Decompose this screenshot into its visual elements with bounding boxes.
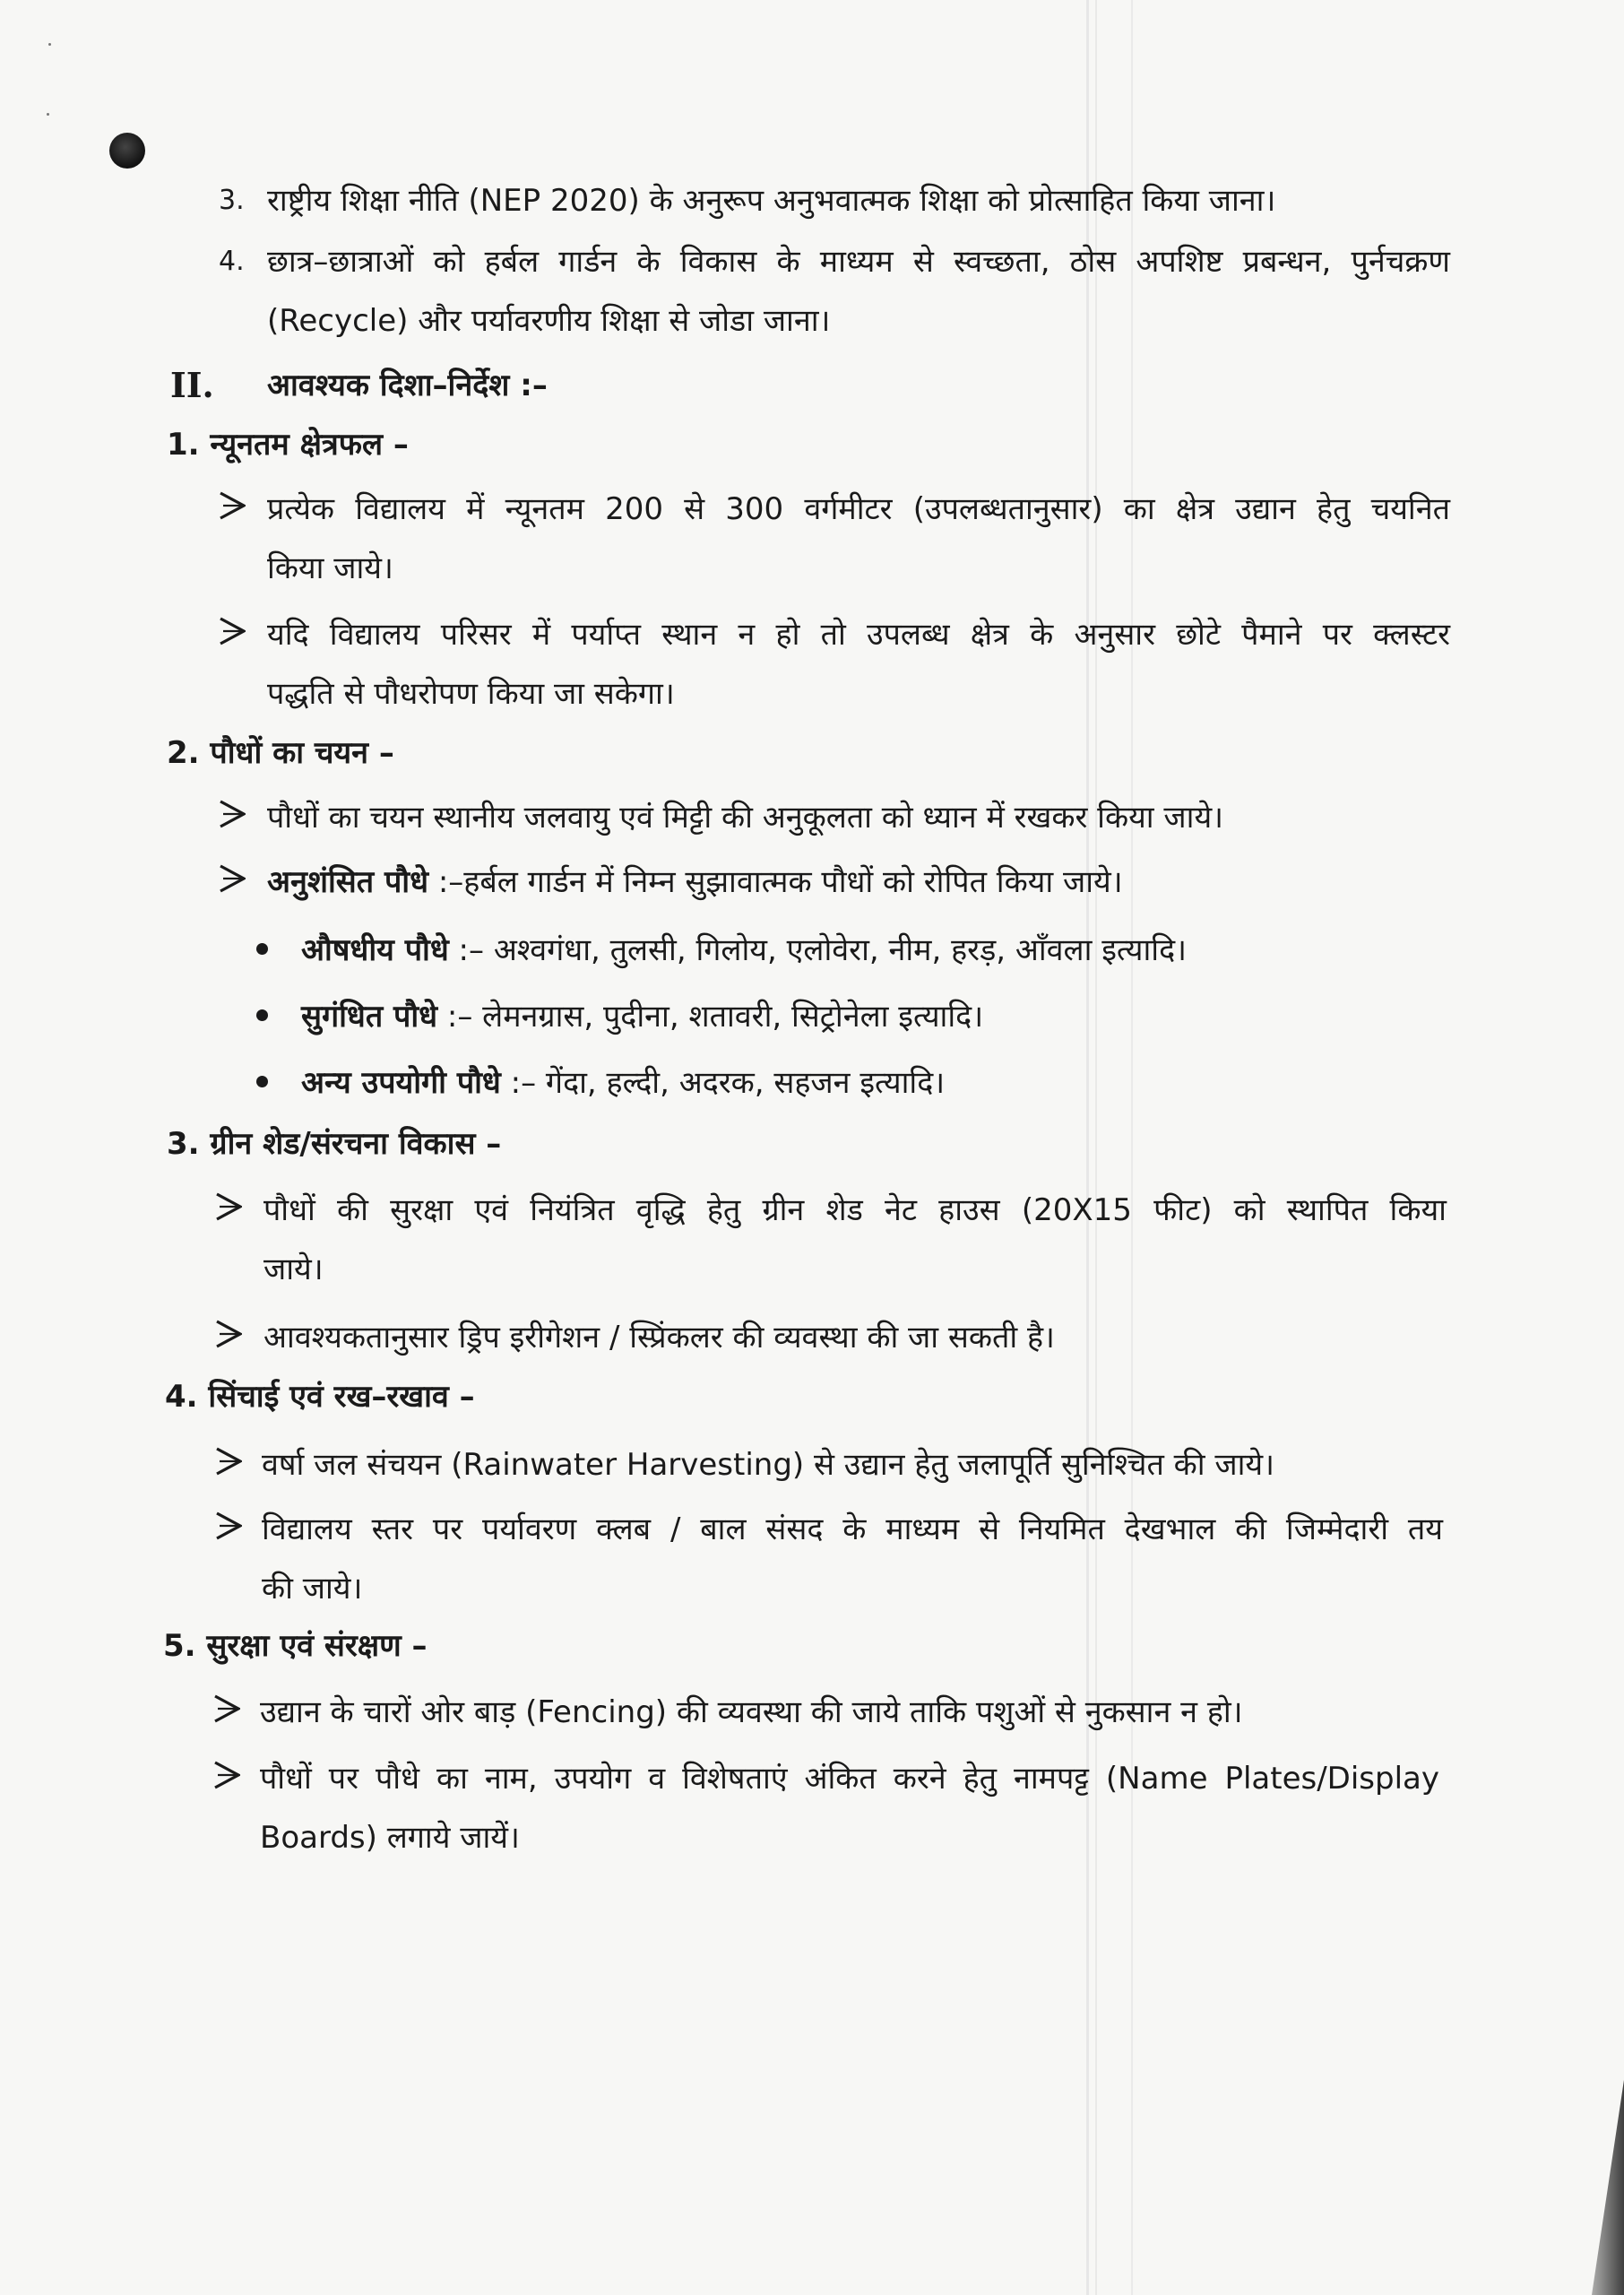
plant-category-text: [301, 995, 983, 1038]
objective-text: छात्र–छात्राओं को हर्बल गार्डन के विकास के माध्यम से स्वच्छता, ठोस अपशिष्ट प्रबन्धन, पुर्नचक्रण: [267, 244, 1450, 280]
objective-number: 4.: [219, 246, 245, 277]
plant-category-list: :– गेंदा, हल्दी, अदरक, सहजन इत्यादि।: [500, 1065, 946, 1101]
scan-speck: [48, 43, 51, 46]
plant-category-label: अन्य उपयोगी पौधे: [301, 1065, 501, 1101]
scan-fold-line: [1095, 0, 1097, 2295]
dot-bullet-icon: [256, 1009, 268, 1021]
arrow-bullet-icon: [219, 616, 246, 646]
section-roman-numeral: II.: [170, 365, 214, 405]
objective-number: 3.: [219, 185, 245, 216]
arrow-bullet-icon: [213, 1693, 240, 1724]
dot-bullet-icon: [256, 943, 268, 955]
arrow-bullet-icon: [213, 1760, 240, 1790]
bullet-text: प्रत्येक विद्यालय में न्यूनतम 200 से 300 वर्गमीटर (उपलब्धतानुसार) का क्षेत्र उद्यान हेतु चयनित: [267, 491, 1450, 527]
punch-hole: [109, 133, 145, 169]
arrow-bullet-icon: [215, 1191, 242, 1222]
arrow-bullet-icon: [215, 1446, 242, 1477]
subsection-heading: 1. न्यूनतम क्षेत्रफल –: [167, 427, 409, 463]
bullet-text: किया जाये।: [267, 550, 393, 586]
scan-speck: [47, 113, 49, 116]
arrow-bullet-icon: [219, 490, 246, 521]
scan-fold-line: [1086, 0, 1089, 2295]
bullet-text: Boards) लगाये जायें।: [260, 1820, 520, 1856]
bullet-text: आवश्यकतानुसार ड्रिप इरीगेशन / स्प्रिंकलर की व्यवस्था की जा सकती है।: [263, 1320, 1055, 1355]
plant-category-text: [301, 929, 1187, 972]
scan-corner-shadow: [1570, 2080, 1624, 2295]
recommended-plants-label: अनुशंसित पौधे: [267, 864, 429, 900]
bullet-text: विद्यालय स्तर पर पर्यावरण क्लब / बाल संसद के माध्यम से नियमित देखभाल की जिम्मेदारी तय: [262, 1511, 1443, 1547]
bullet-text: की जाये।: [262, 1571, 363, 1606]
bullet-text: उद्यान के चारों ओर बाड़ (Fencing) की व्यवस्था की जाये ताकि पशुओं से नुकसान न हो।: [260, 1694, 1243, 1730]
bullet-text: [267, 861, 1123, 904]
section-title: आवश्यक दिशा–निर्देश :–: [267, 368, 548, 403]
subsection-heading: 2. पौधों का चयन –: [167, 735, 394, 771]
objective-text: राष्ट्रीय शिक्षा नीति (NEP 2020) के अनुरूप अनुभवात्मक शिक्षा को प्रोत्साहित किया जाना।: [267, 183, 1276, 219]
bullet-text: पौधों का चयन स्थानीय जलवायु एवं मिट्टी की अनुकूलता को ध्यान में रखकर किया जाये।: [267, 800, 1224, 836]
subsection-heading: 5. सुरक्षा एवं संरक्षण –: [163, 1628, 428, 1664]
recommended-plants-text: :–हर्बल गार्डन में निम्न सुझावात्मक पौधों को रोपित किया जाये।: [428, 864, 1123, 900]
arrow-bullet-icon: [215, 1319, 242, 1349]
bullet-text: वर्षा जल संचयन (Rainwater Harvesting) से उद्यान हेतु जलापूर्ति सुनिश्चित की जाये।: [262, 1447, 1275, 1483]
plant-category-list: :– अश्वगंधा, तुलसी, गिलोय, एलोवेरा, नीम, हरड़, आँवला इत्यादि।: [448, 932, 1188, 968]
bullet-text: पौधों की सुरक्षा एवं नियंत्रित वृद्धि हेतु ग्रीन शेड नेट हाउस (20X15 फीट) को स्थापित किया: [263, 1192, 1447, 1228]
subsection-heading: 4. सिंचाई एवं रख–रखाव –: [165, 1379, 475, 1415]
bullet-text: पद्धति से पौधरोपण किया जा सकेगा।: [267, 676, 675, 712]
arrow-bullet-icon: [219, 799, 246, 829]
bullet-text: जाये।: [263, 1251, 324, 1287]
subsection-heading: 3. ग्रीन शेड/संरचना विकास –: [167, 1126, 502, 1162]
objective-text: (Recycle) और पर्यावरणीय शिक्षा से जोडा जाना।: [267, 303, 831, 339]
bullet-text: यदि विद्यालय परिसर में पर्याप्त स्थान न हो तो उपलब्ध क्षेत्र के अनुसार छोटे पैमाने पर क्लस्टर: [267, 617, 1450, 653]
plant-category-label: औषधीय पौधे: [301, 932, 449, 968]
arrow-bullet-icon: [219, 863, 246, 894]
bullet-text: पौधों पर पौधे का नाम, उपयोग व विशेषताएं अंकित करने हेतु नामपट्ट (Name Plates/Display: [260, 1761, 1439, 1797]
arrow-bullet-icon: [215, 1511, 242, 1541]
plant-category-label: सुगंधित पौधे: [301, 999, 438, 1035]
plant-category-list: :– लेमनग्रास, पुदीना, शतावरी, सिट्रोनेला इत्यादि।: [437, 999, 984, 1035]
dot-bullet-icon: [256, 1076, 268, 1087]
plant-category-text: [301, 1061, 945, 1104]
scan-fold-line: [1131, 0, 1133, 2295]
